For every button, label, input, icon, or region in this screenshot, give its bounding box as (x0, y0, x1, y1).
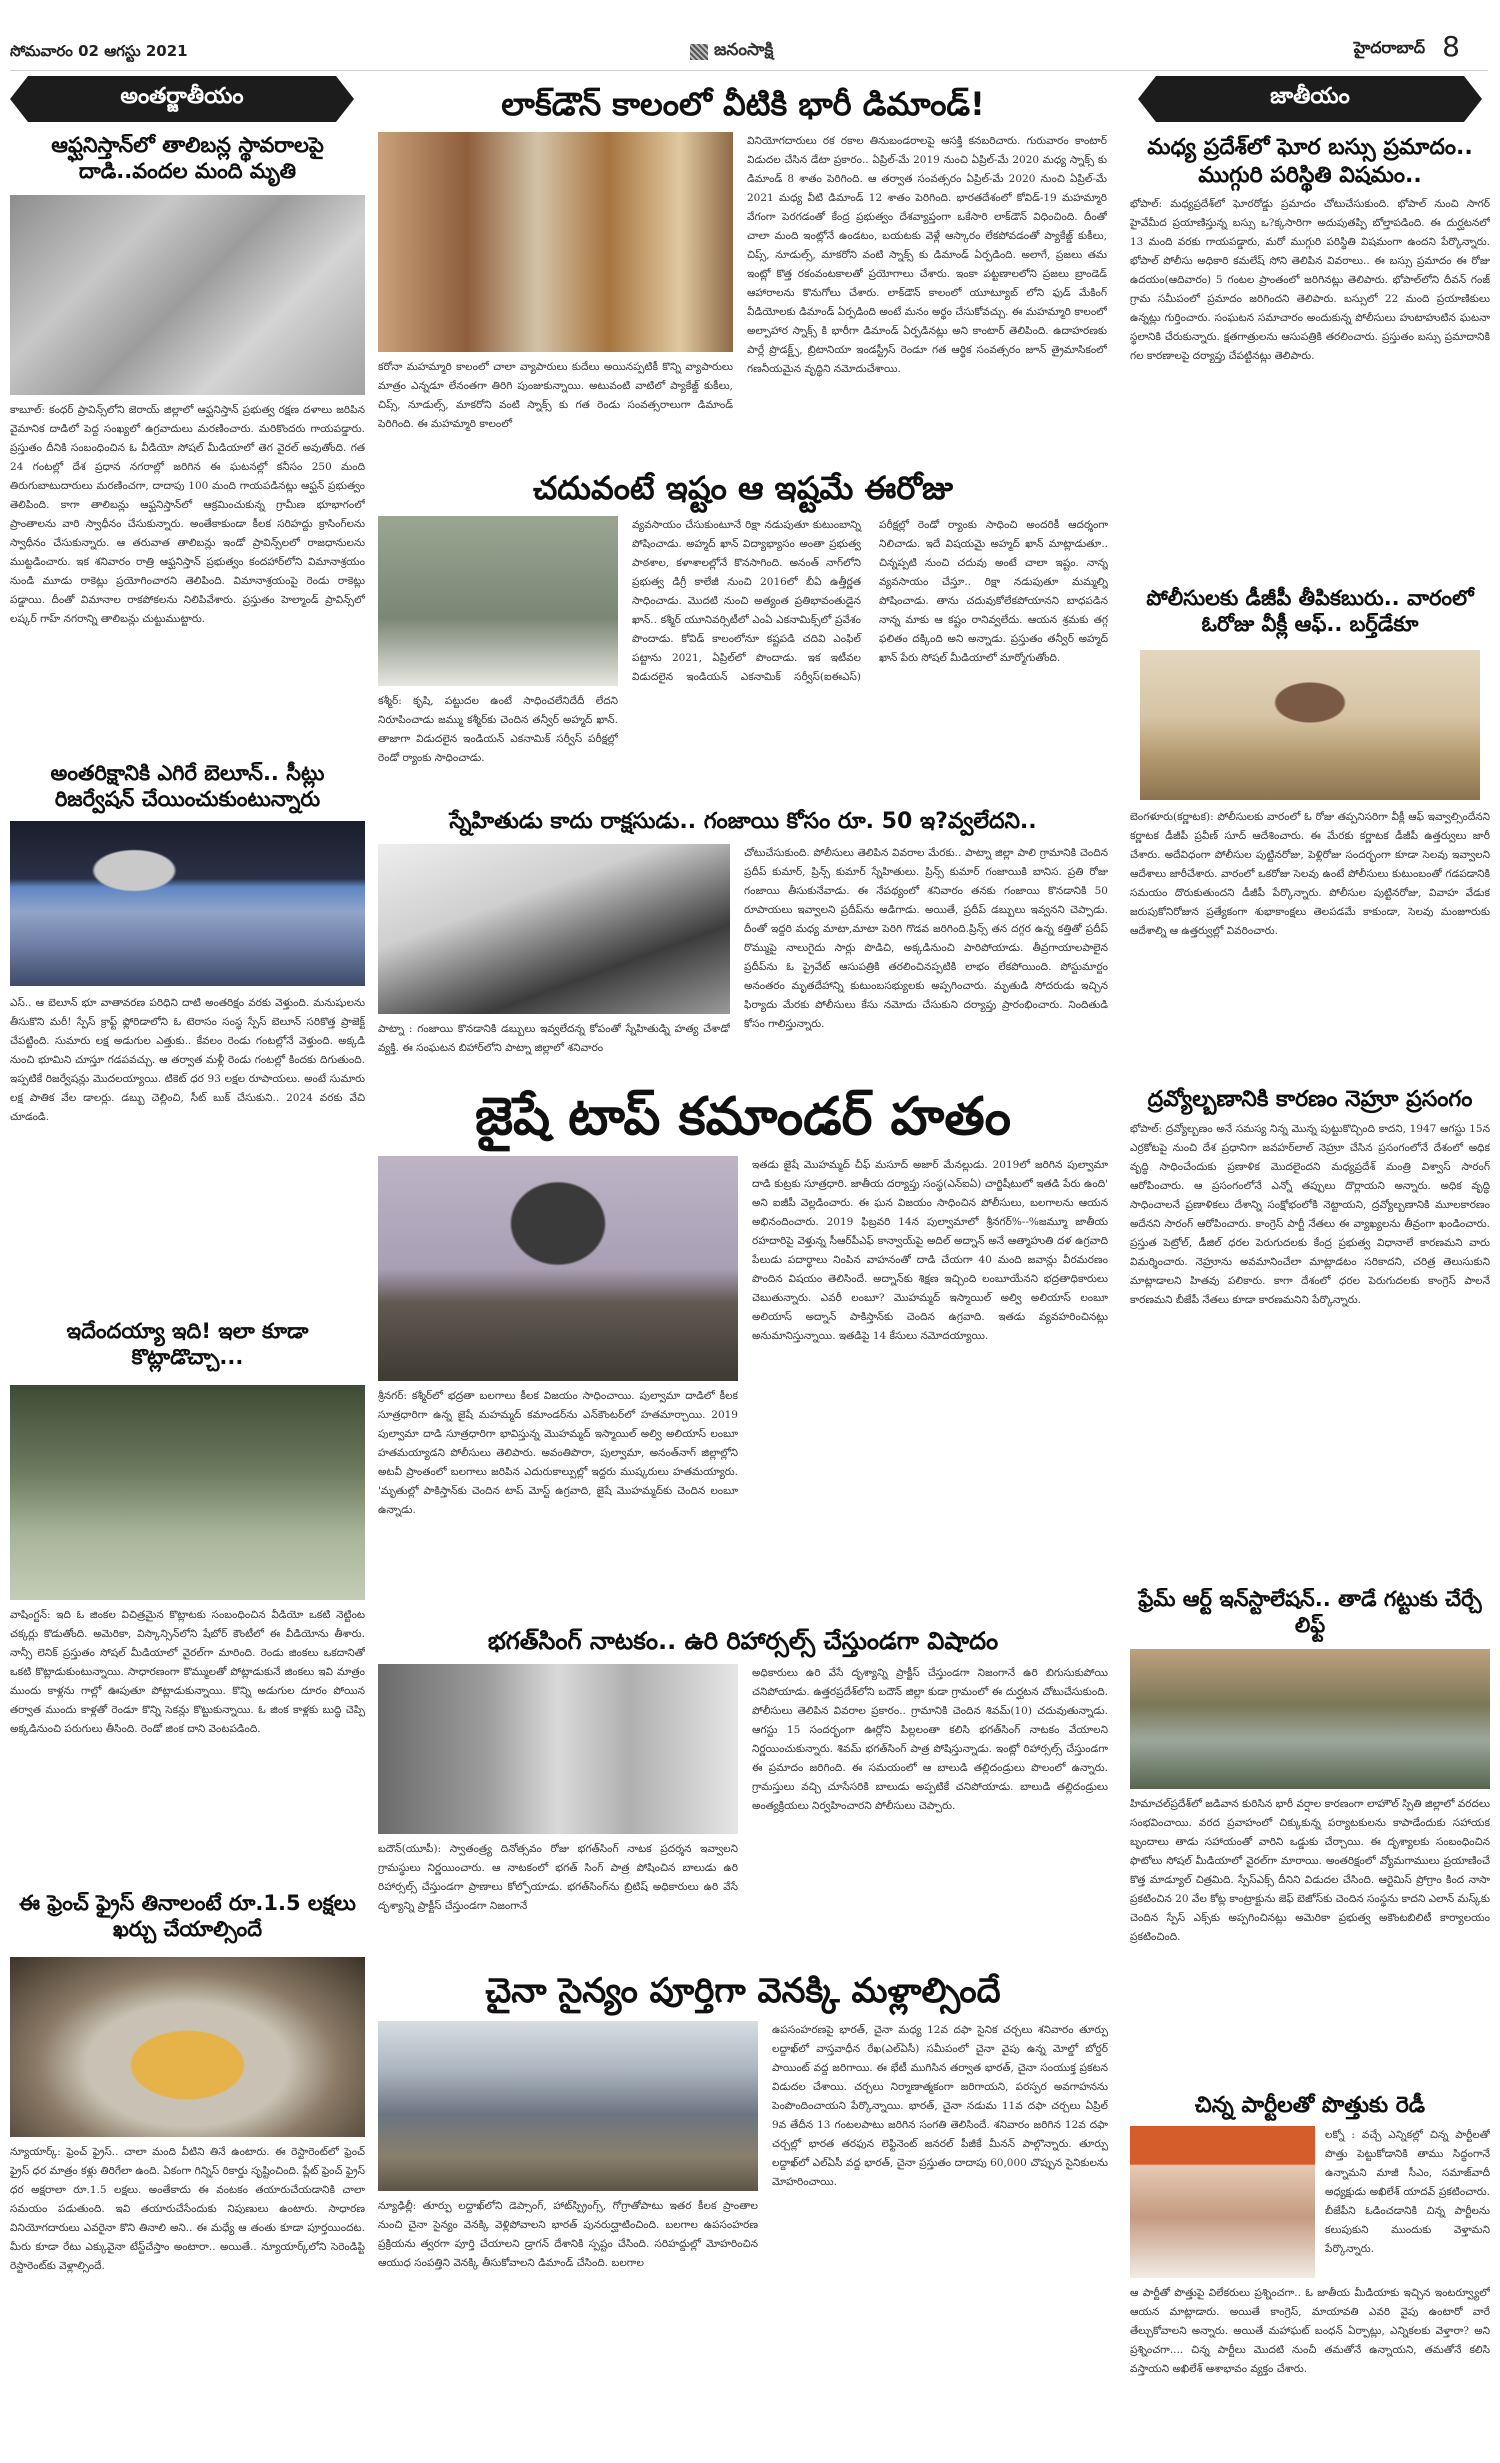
headline: ఈ ఫ్రెంచ్ ఫ్రైస్ తినాలంటే రూ.1.5 లక్షలు ఖర్చు చేయాల్సిందే (19, 1891, 356, 1942)
article-bus (1130, 134, 1490, 574)
article-bhagat (378, 1626, 1108, 1962)
article-china (378, 1970, 1108, 2455)
photo-caption: పాట్నా : గంజాయి కొనడానికి డబ్బులు ఇవ్వలేదన్న కోపంతో స్నేహితుడ్ని హత్య చేశాడో వ్యక్తి. ఈ సంఘటన బిహార్‌లోని పాట్నా జిల్లాలో శనివారం (378, 1022, 730, 1054)
headline: పోలీసులకు డీజీపీ తీపికబురు.. వారంలో ఓరోజు వీక్లీ ఆఫ్.. బర్త్‌డేకూ (1146, 586, 1474, 637)
commander-photo (378, 1156, 738, 1381)
article-body: వ్యవసాయం చేసుకుంటూనే రిక్షా నడుపుతూ కుటుంబాన్ని పోషించాడు. అహ్మద్ ఖాన్ విద్యాభ్యాసం అంతా ప్రభుత్వ పాఠశాల, కళాశాలల్లోనే కొనసాగింది. అనంత్ నాగ్‌లోని ప్రభుత్వ డిగ్రీ కాలేజీ నుంచి 2016లో బీఏ ఉత్తీర్ణత సాధించాడు. మొదటి నుంచి అత్యంత ప్రతిభావంతుడైన ఖాన్.. కశ్మీర్ యూనివర్సిటీలో ఎంఏ ఎకనామిక్స్‌లో ప్రవేశం పొందాడు. కోవిడ్ కాలంలోనూ కష్టపడి చదివి ఎంఫిల్ పట్టాను 2021, ఏప్రిల్‌లో పొందాడు. ఇక ఇటీవల విడుదలైన ఇండియన్ ఎకనామిక్ సర్వీస్(ఐఈఎస్) పరీక్షల్లో రెండో ర్యాంకు సాధించి అందరికీ ఆదర్శంగా నిలిచాడు. ఇదే విషయమై అహ్మద్ ఖాన్ మాట్లాడుతూ.. చిన్నప్పటి నుంచి చదువు అంటే చాలా ఇష్టం. నాన్న వ్యవసాయం చేస్తూ.. రిక్షా నడుపుతూ మమ్మల్ని పోషించాడు. తాను చదువుకోలేకపోయానని బాధపడిన నాన్న మాకు ఆ కష్టం రానివ్వలేదు. ఆయన శ్రమకు తగ్గ ఫలితం దక్కింది అని అన్నాడు. ప్రస్తుతం తన్వీర్ అహ్మద్ ఖాన్ పేరు సోషల్ మీడియాలో మార్మోగుతోంది. (632, 519, 1108, 683)
headline: జైషే టాప్ కమాండర్ హతం (474, 1087, 1012, 1147)
akhilesh-photo (1130, 2126, 1315, 2278)
section-label: అంతర్జాతీయం (120, 84, 244, 109)
photo-caption: న్యూఢిల్లీ: తూర్పు లద్దాఖ్‌లోని డెప్సాంగ్, హాట్‌స్ప్రింగ్స్, గోగ్రాతోపాటు ఇతర కీలక ప్రాంతాల నుంచి చైనా సైన్యం వెనక్కి వెళ్లిపోవాలని భారత్ పునరుద్ఘాటించింది. బలగాల ఉపసంహరణ ప్రక్రియను త్వరగా పూర్తి చేయాలని డ్రాగన్ దేశానికి స్పష్టం చేసింది. సరిహద్దుల్లో మోహరించిన ఆయుధ సంపత్తిని వెనక్కి తీసుకోవాలని డిమాండ్ చేసింది. బలగాల (378, 2199, 758, 2269)
article-dgp (1130, 585, 1490, 1075)
photo-caption: కశ్మీర్: కృషి, పట్టుదల ఉంటే సాధించలేనిదేదీ లేదని నిరూపించాడు జమ్ము కశ్మీర్‌కు చెందిన తన్వీర్ అహ్మద్ ఖాన్. తాజాగా విడుదలైన ఇండియన్ ఎకనామిక్ సర్వీస్ పరీక్షల్లో రెండో ర్యాంకు సాధించాడు. (378, 695, 618, 764)
headline: ఆఫ్ఘనిస్తాన్‌లో తాలిబన్ల స్థావరాలపై దాడి..వందల మంది మృతి (51, 133, 324, 184)
headline: ఇదేందయ్యా ఇది! ఇలా కూడా కొట్లాడొచ్చా... (66, 1319, 309, 1370)
headline: చదువంటే ఇష్టం ఆ ఇష్టమే ఈరోజు (532, 469, 954, 507)
article-snacks (378, 84, 1108, 456)
article-body: వినియోగదారులు రక రకాల తినుబండరాలపై ఆసక్తి కనబరిచారు. గురువారం కాంటార్ విడుదల చేసిన డేటా ప్రకారం.. ఏప్రిల్-మే 2019 నుంచి ఏప్రిల్-మే 2020 మధ్య స్నాక్స్ కు డిమాండ్ 8 శాతం పెరిగింది. ఆ తర్వాత సంవత్సరం ఏప్రిల్-మే 2020 నుంచి ఏప్రిల్-మే 2021 మధ్య వీటి డిమాండ్ 12 శాతం పెరిగింది. భారతదేశంలో కోవిడ్-19 మహమ్మారి వేగంగా పెరగడంతో కేంద్ర ప్రభుత్వం దేశవ్యాప్తంగా ఒకేసారి లాక్‌డౌన్ విధించింది. దీంతో చాలా మంది ఇంట్లోనే ఉండటం, బయటకు వెళ్లే ఆస్కారం లేకపోవడంతో ప్యాకేజ్డ్ కుకీలు, చిప్స్, నూడుల్స్, మాకరోని వంటి స్నాక్స్ కు డిమాండ్ ఏర్పడింది. అలాగే, ప్రజలు తమ ఇంట్లో కొత్త రకంవంటకాలతో ప్రయోగాలు చేశారు. ఇంకా పట్టణాలలోని ప్రజలు బ్రాండెడ్ ఆహారాలను కొనుగోలు చేశారు. లాక్‌డౌన్ కాలంలో యూట్యూబ్ లోని ఫుడ్ మేకింగ్ వీడియోలకు డిమాండ్ ఏర్పడింది అంటే మనం అర్థం చేసుకోవచ్చు. ఈ మహమ్మారి కాలంలో అల్పాహార స్నాక్స్ కి భారీగా డిమాండ్ ఏర్పడినట్లు అని కాంటార్ తెలిపింది. ఉదాహరణకు పార్లే ప్రొడక్ట్స్, బ్రిటానియా ఇండస్ట్రీస్ రెండూ గత ఆర్థిక సంవత్సరం జూన్ త్రైమాసికంలో గణనీయమైన వృద్ధిని నమోదుచేశాయి. (747, 135, 1107, 375)
headline: భగత్‌సింగ్ నాటకం.. ఉరి రిహార్సల్స్ చేస్తుండగా విషాదం (487, 1627, 999, 1655)
crime-photo (378, 844, 730, 1014)
article-body: హిమాచల్‌ప్రదేశ్‌లో జడివాన కురిసిన భారీ వర్షాల కారణంగా లాహౌల్ స్పితి జిల్లాలో వరదలు సంభవించాయి. వరద ప్రవాహంలో చిక్కుకున్న పర్యాటకులను కాపాడేందుకు సహాయక బృందాలు తాడు సహాయంతో వారిని ఒడ్డుకు చేర్చాయి. ఈ దృశ్యాలకు సంబంధించిన ఫొటోలు సోషల్ మీడియాలో వైరల్‌గా మారాయి. అంతరిక్షంలో వ్యోమగాములు ప్రయాణించే కొత్త మాడ్యూల్ చిత్రమిది. స్పేస్‌ఎక్స్ దీనిని విడుదల చేసింది. ఆర్టెమిస్ ప్రోగ్రాం కింద నాసా ప్రకటించిన 20 వేల కోట్ల కాంట్రాక్టును జెఫ్ బెజోస్‌కు చెందిన సంస్థను కాదని ఎలాన్ మస్క్‌కు చెందిన స్పేస్ ఎక్స్‌కు అప్పగించినట్లు అమెరికా ప్రభుత్వ అకౌంటబిలిటీ కార్యాలయం ప్రకటించింది. (1130, 1797, 1490, 1943)
french-fries-photo (10, 1957, 365, 2137)
article-study (378, 468, 1108, 798)
bhagat-singh-photo (378, 1664, 738, 1834)
article-lift (1130, 1586, 1490, 2081)
headline: స్నేహితుడు కాదు రాక్షసుడు.. గంజాయి కోసం రూ. 50 ఇ?వ్వలేదని.. (449, 809, 1037, 834)
edition-city: హైదరాబాద్ (1353, 38, 1425, 57)
article-body: అధికారులు ఉరి వేసే దృశ్యాన్ని ప్రాక్టీస్ చేస్తుండగా నిజంగానే ఉరి బిగుసుకుపోయి చనిపోయాడు. ఉత్తరప్రదేశ్‌లోని బదౌన్ జిల్లా కుడా గ్రామంలో ఈ దుర్ఘటన చోటుచేసుకుంది. పోలీసులు తెలిపిన వివరాల ప్రకారం.. గ్రామానికి చెందిన శివమ్(10) చదువుతున్నాడు. ఆగస్టు 15 సందర్భంగా ఊర్లోని పిల్లలంతా కలిసి భగత్‌సింగ్ నాటకం వేయాలని నిర్ణయించుకున్నారు. శివమ్ భగత్‌సింగ్ పాత్ర పోషిస్తున్నాడు. ఇంట్లో రిహార్సల్స్ చేస్తుండగా ఈ ప్రమాదం జరిగింది. ఈ సమయంలో ఆ బాలుడి తల్లిదండ్రులు పొలంలో ఉన్నారు. గ్రామస్తులు వచ్చి చూసేసరికి బాలుడు అప్పటికే చనిపోయాడు. బాలుడి తల్లిదండ్రులు అంత్యక్రియలు నిర్వహించారని పోలీసులు చెప్పారు. (752, 1667, 1108, 1812)
article-body: చోటుచేసుకుంది. పోలీసులు తెలిపిన వివరాల మేరకు.. పాట్నా జిల్లా పాలి గ్రామానికి చెందిన ప్రదీప్ కుమార్, ప్రిన్స్ కుమార్ స్నేహితులు. ప్రిన్స్ కుమార్ గంజాయికి బానిస. ప్రతి రోజు గంజాయి తీసుకునేవాడు. ఈ నేపథ్యంలో శనివారం తనకు గంజాయి కొనడానికి 50 రూపాయలు ఇవ్వాలని ప్రదీప్‌ను అడిగాడు. అయితే, ప్రదీప్ డబ్బులు ఇవ్వనని చెప్పాడు. దీంతో ఇద్దరి మధ్య మాటా,మాటా పెరిగి గొడవ జరిగింది.ప్రిన్స్ తన దగ్గర ఉన్న కత్తితో ప్రదీప్ రొమ్ముపై నాలుగైదు సార్లు పొడిచి, అక్కడినుంచి పారిపోయాడు. తీవ్రగాయాలపాలైన ప్రదీప్‌ను ఓ ప్రైవేట్ ఆసుపత్రికి తరలించినప్పటికి లాభం లేకపోయింది. పోస్టుమార్టం అనంతరం మృతదేహాన్ని కుటుంబసభ్యులకు అప్పగించారు. మృతుడి సోదరుడు ఇచ్చిన ఫిర్యాదు మేరకు పోలీసులు కేసు నమోదు చేసుకుని దర్యాప్తు ప్రారంభించారు. నిందితుడి కోసం గాలిస్తున్నారు. (744, 846, 1108, 1030)
article-deer (10, 1318, 365, 1878)
army-convoy-photo (378, 2021, 758, 2191)
page-number: 8 (1442, 30, 1460, 63)
photo-caption: కరోనా మహమ్మారి కాలంలో చాలా వ్యాపారులు కుదేలు అయినప్పటికీ కొన్ని వ్యాపారులు మాత్రం ఎన్నడూ లేనంతగా తిరిగి పుంజుకున్నాయి. అటువంటి వాటిలో ప్యాకేజ్డ్ కుకీలు, చిప్స్, నూడుల్స్, మాకరోని వంటి స్నాక్స్ కు గత రెండు సంవత్సరాలుగా డిమాండ్ పెరిగింది. ఈ మహమ్మారి కాలంలో (378, 361, 733, 430)
headline: లాక్‌డౌన్ కాలంలో వీటికి భారీ డిమాండ్! (501, 85, 985, 123)
flood-rescue-photo (1130, 1649, 1490, 1789)
article-body: బెంగళూరు(కర్ణాటక): పోలీసులకు వారంలో ఓ రోజు తప్పనిసరిగా వీక్లీ ఆఫ్ ఇవ్వాల్సిందేనని కర్ణాటక డీజీపీ ప్రవీణ్ సూద్ ఆదేశించారు. ఈ మేరకు కర్ణాటక డీజీపీ ఉత్తర్వులు జారీ చేశారు. అదేవిధంగా పోలీసుల పుట్టినరోజు, పెళ్లిరోజు సందర్భంగా కూడా సెలవు ఇవ్వాలని ఆదేశాలు జారీచేశారు. వారంలో ఒకరోజు సెలవు ఉంటే పోలీసులు కుటుంబంతో గడపడానికి సమయం దొరుకుతుందని డీజీపీ పేర్కొన్నారు. పోలీసుల పుట్టినరోజు, వివాహ వేడుక జరుపుకోనిరోజున ప్రత్యేకంగా శుభాకాంక్షలు తెలపడమే కాకుండా, సెలవు మంజూరుకు ఆదేశాల్ని ఆ ఉత్తర్వుల్లో వివరించారు. (1130, 810, 1490, 937)
article-body: వాషింగ్టన్: ఇది ఓ జింకల విచిత్రమైన కొట్లాటకు సంబంధించిన వీడియో ఒకటి నెట్టింట చక్కర్లు కొడుతోంది. అమెరికా, విస్కాన్సిన్‌లోని షేబోర్ కౌంటీలో ఈ వీడియోను తీశారు. నాన్సీ లెనిక్ ప్రస్తుతం సోషల్ మీడియాలో వైరల్‌గా మారింది. రెండు జింకలు ఒకదానితో ఒకటి కొట్లాడుకుంటున్నాయి. సాధారణంగా కొమ్ములతో పోట్లాడుకునే జింకలు ఇవి మాత్రం ముందు కాళ్లను గాల్లో ఊపుతూ పోట్లాడుకున్నాయి. కొన్ని అడుగుల దూరం పోయిన తర్వాత ముందు కాళ్లతో రెండూ కొన్ని సెకన్లు కొట్టుకున్నాయి. ఓ జింక కాళ్లకు బుద్ధి చెప్పి అక్కడినుంచి పరుగులు తీసింది. రెండో జింక దాని వెంటపడింది. (10, 1608, 365, 1735)
student-photo (378, 516, 618, 686)
article-jaish (378, 1086, 1108, 1616)
section-tag-national (1156, 76, 1464, 122)
headline: చిన్న పార్టీలతో పొత్తుకు రెడీ (1194, 2093, 1426, 2118)
photo-caption: శ్రీనగర్: కశ్మీర్‌లో భద్రతా బలగాలు కీలక విజయం సాధించాయి. పుల్వామా దాడిలో కీలక సూత్రధారిగా ఉన్న జైషే మహమ్మద్ కమాండర్‌ను ఎన్‌కౌంటర్‌లో హతమార్చాయి. 2019 పుల్వామా దాడి సూత్రధారిగా భావిస్తున్న మొహమ్మద్ ఇస్మాయిల్ అల్వి అలియాస్ లంబూ హతమయ్యాడని పోలీసులు తెలిపారు. అవంతిపొరా, పుల్వామా, అనంత్‌నాగ్ జిల్లాల్లోని అటవీ ప్రాంతంలో బలగాలు జరిపిన ఎదురుకాల్పుల్లో ఇద్దరు ముష్కరులు హతమయ్యారు. 'మృతుల్లో పాకిస్తాన్‌కు చెందిన టాప్ మోస్ట్ ఉగ్రవాది, జైషే మొహమ్మద్‌కు చెందిన లంబూ ఉన్నాడు. (378, 1390, 738, 1517)
deer-fight-photo (10, 1385, 365, 1600)
headline: మధ్య ప్రదేశ్‌లో ఘోర బస్సు ప్రమాదం.. ముగ్గురి పరిస్థితి విషమం.. (1147, 135, 1473, 188)
article-body: ఇతడు జైషే మొహమ్మద్ చీఫ్ మసూద్ అజార్ మేనల్లుడు. 2019లో జరిగిన పుల్వామా దాడి కుట్రకు సూత్రధారి. జాతీయ దర్యాప్తు సంస్థ(ఎన్ఐఏ) చార్జిషీటులో ఇతడి పేరు ఉంది' అని ఐజీపీ వెల్లడించారు. ఈ ఘన విజయం సాధించిన పోలీసులు, బలగాలను ఆయన అభినందించారు. 2019 ఫిబ్రవరి 14న పుల్వామాలో శ్రీనగర్%--%జమ్మూ జాతీయ రహదారిపై వెళ్తున్న సీఆర్‌పీఎఫ్ కాన్వాయ్‌పై అదిల్ అద్నాన్ అనే ఆత్మాహుతి దళ ఉగ్రవాది పేలుడు పదార్థాలు నింపిన వాహనంతో దాడి చేయగా 40 మంది జవాన్లు వీరమరణం పొందిన విషయం తెలిసిందే. అద్నాన్‌కు శిక్షణ ఇచ్చింది లంబూయేనని భద్రతాధికారులు చెబుతున్నారు. ఎవరీ లంబూ? మొహమ్మద్ ఇస్మాయిల్ అల్వి అలియాస్ లంబూ అలియాస్ అద్నాన్ పాకిస్తాన్‌కు చెందిన ఉగ్రవాది. ఇతడు వ్యవహరించినట్లు అనుమానిస్తున్నాయి. ఇతడిపై 14 కేసులు నమోదయ్యాయి. (752, 1159, 1108, 1343)
article-body: ఉపసంహరణపై భారత్, చైనా మధ్య 12వ దఫా సైనిక చర్చలు శనివారం తూర్పు లద్దాఖ్‌లో వాస్తవాధీన రేఖ(ఎల్ఏసీ) సమీపంలో చైనా వైపు ఉన్న మోల్డో బోర్డర్ పాయింట్ వద్ద జరిగాయి. ఈ భేటీ ముగిసిన తర్వాత భారత్, చైనా సంయుక్త ప్రకటన విడుదల చేశాయి. చర్చలు నిర్మాణాత్మకంగా జరిగాయని, పరస్పర అవగాహనను పెంపొందించాయని పేర్కొన్నాయి. భారత్, చైనా నడుమ 11వ దఫా చర్చలు ఏప్రిల్ 9వ తేదీన 13 గంటలపాటు జరిగిన సంగతి తెలిసిందే. శనివారం జరిగిన 12వ దఫా చర్చల్లో భారత తరఫున లెఫ్టినెంట్ జనరల్ పీజీకే మీనన్ పాల్గొన్నారు. తూర్పు లద్దాఖ్‌లో ఎల్ఏసీ వద్ద భారత్, చైనా ప్రస్తుతం దాదాపు 60,000 చొప్పున సైనికులను మోహరించాయి. (772, 2023, 1108, 2188)
photo-caption: బదౌన్(యూపీ): స్వాతంత్ర్య దినోత్సవం రోజు భగత్‌సింగ్ నాటక ప్రదర్శన ఇవ్వాలని గ్రామస్థులు నిర్ణయించారు. ఆ నాటకంలో భగత్ సింగ్ పాత్ర పోషించిన బాలుడు ఉరి రిహార్సల్స్ చేస్తుండగా ప్రాణాలు కోల్పోయాడు. భగత్‌సింగ్‌ను బ్రిటిష్ అధికారులు ఉరి వేసే దృశ్యాన్ని ప్రాక్టీస్ చేస్తుండగా నిజంగానే (378, 1843, 738, 1912)
airstrike-photo (10, 195, 365, 395)
headline: ఫ్రేమ్ ఆర్ట్ ఇన్‌స్టాలేషన్.. తాడే గట్టుకు చేర్చే లిఫ్ట్ (1138, 1587, 1482, 1638)
article-balloon (10, 760, 365, 1305)
newspaper-logo (690, 40, 773, 64)
dgp-photo (1140, 650, 1480, 800)
article-body: భోపాల్: మధ్యప్రదేశ్‌లో ఘోరరోడ్డు ప్రమాదం చోటుచేసుకుంది. భోపాల్ నుంచి సాగర్ హైవేమీద ప్రయాణిస్తున్న బస్సు ఒ?క్కసారిగా అదుపుతప్పి బోల్తాపడింది. ఈ దుర్ఘటనలో 13 మంది వరకు గాయపడ్డారు, మరో ముగ్గురి పరిస్థితి విషమంగా ఉందని పేర్కొన్నారు. భోపాల్ పోలీసు అధికారి కమలేష్ సోని తెలిపిన వివరాలు.. ఈ బస్సు ప్రమాదం ఈ రోజు ఉదయం(ఆదివారం) 5 గంటల ప్రాంతంలో జరిగినట్లు తెలిపారు. భోపాల్‌లోని దీవన్ గంజ్ గ్రామ సమీపంలో ప్రమాదం జరిగిందని తెలిపారు. బస్సులో 22 మంది ప్రయాణికులు ఉన్నట్లు గుర్తించారు. సంఘటన సమాచారం అందుకున్న పోలీసులు హుటాహుటిన ఘటనా స్థలానికి చేరుకున్నారు. క్షతగాత్రులను ఆసుపత్రికి తరలించారు. ప్రస్తుతం బస్సు ప్రమాదానికి గల కారణాలపై దర్యాప్తు చేపట్టినట్లు తెలిపారు. (1130, 198, 1490, 362)
headline: ద్రవ్యోల్బణానికి కారణం నెహ్రూ ప్రసంగం (1147, 1087, 1473, 1112)
space-balloon-photo (10, 821, 365, 986)
section-label: జాతీయం (1270, 84, 1350, 109)
article-nehru (1130, 1086, 1490, 1576)
header-divider (10, 70, 1488, 71)
article-afghan (10, 132, 365, 744)
snack-shop-photo (378, 132, 733, 352)
article-body: భోపాల్: ద్రవ్యోల్బణం అనే సమస్య నిన్న మొన్న పుట్టుకొచ్చింది కాదని, 1947 ఆగస్టు 15న ఎర్రకోటపై నుంచి దేశ ప్రధానిగా జవహర్‌లాల్ నెహ్రూ చేసిన ప్రసంగంలోనే దేశంలో అధిక వృద్ధి సాధించేందుకు ప్రణాళిక మొదలైందని మధ్యప్రదేశ్ మంత్రి విశ్వాస్ సారంగ్ ఆరోపించారు. ఆ ప్రసంగంలోనే ఎన్నో తప్పులు దొర్లాయని అన్నారు. అధిక వృద్ధి సాధించాలనే ప్రణాళికలు దేశాన్ని సంక్షోభంలోకి నెట్టాయని, ద్రవ్యోల్బణానికి మూలకారణం అదేనని సారంగ్ ఆరోపించారు. కాంగ్రెస్ పార్టీ నేతలు ఈ వ్యాఖ్యలను తీవ్రంగా ఖండించారు. ప్రస్తుత పెట్రోల్, డీజిల్ ధరల పెరుగుదలకు కేంద్ర ప్రభుత్వ విధానాలే కారణమని వారు విమర్శించారు. నెహ్రూను అవమానించేలా మాట్లాడటం సరికాదని, చరిత్ర తెలుసుకుని మాట్లాడాలని హితవు పలికారు. కాగా దేశంలో ధరల పెరుగుదలకు కాంగ్రెస్ పాలనే కారణమని బీజేపీ నేతలు కూడా కారణమనిని పేర్కొన్నారు. (1130, 1122, 1490, 1306)
article-body: కాబూల్: కంధర్ ప్రావిన్స్‌లోని జెరాయ్ జిల్లాలో ఆఫ్ఘనిస్తాన్ ప్రభుత్వ రక్షణ దళాలు జరిపిన వైమానిక దాడిలో పెద్ద సంఖ్యలో ఉగ్రవాదులు మరణించారు. మరికొందరు గాయపడ్డారు. ప్రస్తుతం దీనికి సంబంధించిన ఓ వీడియో సోషల్ మీడియాలో తెగ వైరల్‌ అవుతోంది. గత 24 గంటల్లో దేశ ప్రధాన నగరాల్లో జరిగిన ఈ ఘటనల్లో కనీసం 250 మంది తిరుగుబాటుదారులు మరణించగా, దాదాపు 100 మంది గాయపడినట్లు ఆఫ్ఘన్ ప్రభుత్వం తెలిపింది. కాగా తాలిబన్లు ఆఫ్ఘనిస్తాన్‌లో ఆక్రమించుకున్న గ్రామీణ భూభాగంలో ప్రాంతాలను వారి స్వాధీనం చేసుకున్నారు. అంతేకాకుండా కీలక సరిహద్దు క్రాసింగ్‌లను స్వాధీనం చేసుకున్నారు. ఆ తరువాత తాలిబన్లు ఇండో ప్రావిన్స్‌లలో రాజధానులను ముట్టడించారు. ఇక శనివారం రాత్రి ఆఫ్ఘనిస్తాన్ ప్రభుత్వం కందహార్‌లోని విమానాశ్రయం నుండి మూడు రాకెట్లు ప్రయోగించారని తెలిపింది. విమానాశ్రయంపై రెండు రాకెట్లు పడ్డాయి. దీంతో విమానాల రాకపోకలను నిలిపివేశారు. ప్రస్తుతం హెల్మాండ్ ప్రావిన్స్‌లో లష్కర్ గాహ్ నగరాన్ని తాలిబన్లు చుట్టుముట్టారు. (10, 403, 365, 625)
article-body: ఆ పార్టీతో పొత్తుపై విలేకరులు ప్రశ్నించగా.. ఓ జాతీయ మీడియాకు ఇచ్చిన ఇంటర్వ్యూలో ఆయన మాట్లాడారు. అయితే కాంగ్రెస్, మాయావతి ఎవరి వైపు ఉంటారో వారే తేల్చుకోవాలని అన్నారు. అయితే మహాఘట్ బంధన్ ఏర్పాట్లు, ఎన్నికలకు వెళ్తారా? అని ప్రశ్నించగా.... చిన్న పార్టీలు మొదటి నుంచీ తమతోనే ఉన్నాయని, తమతోనే కలిసి వస్తాయని అఖిలేశ్ ఆశాభావం వ్యక్తం చేశారు. (1130, 2286, 1490, 2375)
article-fries (10, 1890, 365, 2450)
article-side-body: లక్నో : వచ్చే ఎన్నికల్లో చిన్న పార్టీలతో పొత్తు పెట్టుకోడానికి తాము సిద్ధంగానే ఉన్నామని మాజీ సీఎం, సమాజ్‌వాదీ అధ్యక్షుడు అఖిలేశ్ యాదవ్ ప్రకటించారు. బీజేపీని ఓడించడానికి చిన్న పార్టీలను కలుపుకుని ముందుకు వెళ్తామని పేర్కొన్నారు. (1325, 2128, 1490, 2255)
section-tag-international (28, 76, 336, 122)
logo-icon (690, 44, 708, 60)
article-friend (378, 808, 1108, 1076)
article-body: ఎస్.. ఆ బెలూన్ భూ వాతావరణ పరిధిని దాటి అంతరిక్షం వరకు వెళ్తుంది. మనుషులను తీసుకొని మరీ! స్పేస్ క్రాఫ్ట్ ఫ్లోరిడాలోని ఓ టెరాసం సంస్థ స్పేస్ బెలూన్ సరికొత్త ప్రాజెక్ట్ చేపట్టింది. సుమారు లక్ష అడుగుల ఎత్తుకు.. కేవలం రెండు గంటల్లోనే వెళ్తుంది. అక్కడి నుంచి భూమిని చూస్తూ గడపవచ్చు. ఆ తర్వాత మళ్లీ రెండు గంటల్లో కిందకు దిగుతుంది. ఇప్పటికే రిజర్వేషన్లు మొదలయ్యాయి. టికెట్ ధర 93 లక్షల రూపాయలు. అంటే సుమారు లక్ష పాతిక వేల డాలర్లు. డబ్బు చెల్లించి, సీట్ బుక్ చేసుకుని.. 2024 వరకు వేచి చూడండి. (10, 996, 365, 1123)
headline: చైనా సైన్యం పూర్తిగా వెనక్కి మళ్లాల్సిందే (485, 1971, 1001, 2011)
issue-date: సోమవారం 02 ఆగస్టు 2021 (10, 42, 188, 60)
article-parties (1130, 2092, 1490, 2457)
newspaper-name: జనంసాక్షి (714, 40, 774, 60)
headline: అంతరిక్షానికి ఎగిరే బెలూన్.. సీట్లు రిజర్వేషన్ చేయించుకుంటున్నారు (50, 761, 325, 812)
article-body: న్యూయార్క్: ఫ్రెంచ్ ఫ్రైస్.. చాలా మంది వీటిని తినే ఉంటారు. ఈ రెస్టారెంట్‌లో ఫ్రెంచ్ ఫ్రైస్ ధర మాత్రం కళ్లు తిరిగేలా ఉంది. ఏకంగా గిన్నిస్ రికార్డు సృష్టించింది. ప్లేట్ ఫ్రెంచ్ ఫ్రైస్ ధర అక్షరాలా రూ.1.5 లక్షలు. అంతేకాదు ఈ వంటకం తయారుచేయడానికి చాలా సమయం పడుతుంది. ఇవి తయారుచేసేందుకు నిపుణులు ఉంటారు. సాధారణ వినియోగదారులు ఎవరైనా కొని తినాలి అని.. ఈ మధ్యే ఆ తంతు కూడా పూర్తయిందట. మీరు కూడా రేటు ఎక్కువైనా టేస్ట్‌చేస్తాం అంటారా.. అయితే.. న్యూయార్క్‌లోని సెరెండిప్టి రెస్టారెంట్‌కు వెళ్లాల్సిందే. (10, 2145, 365, 2272)
